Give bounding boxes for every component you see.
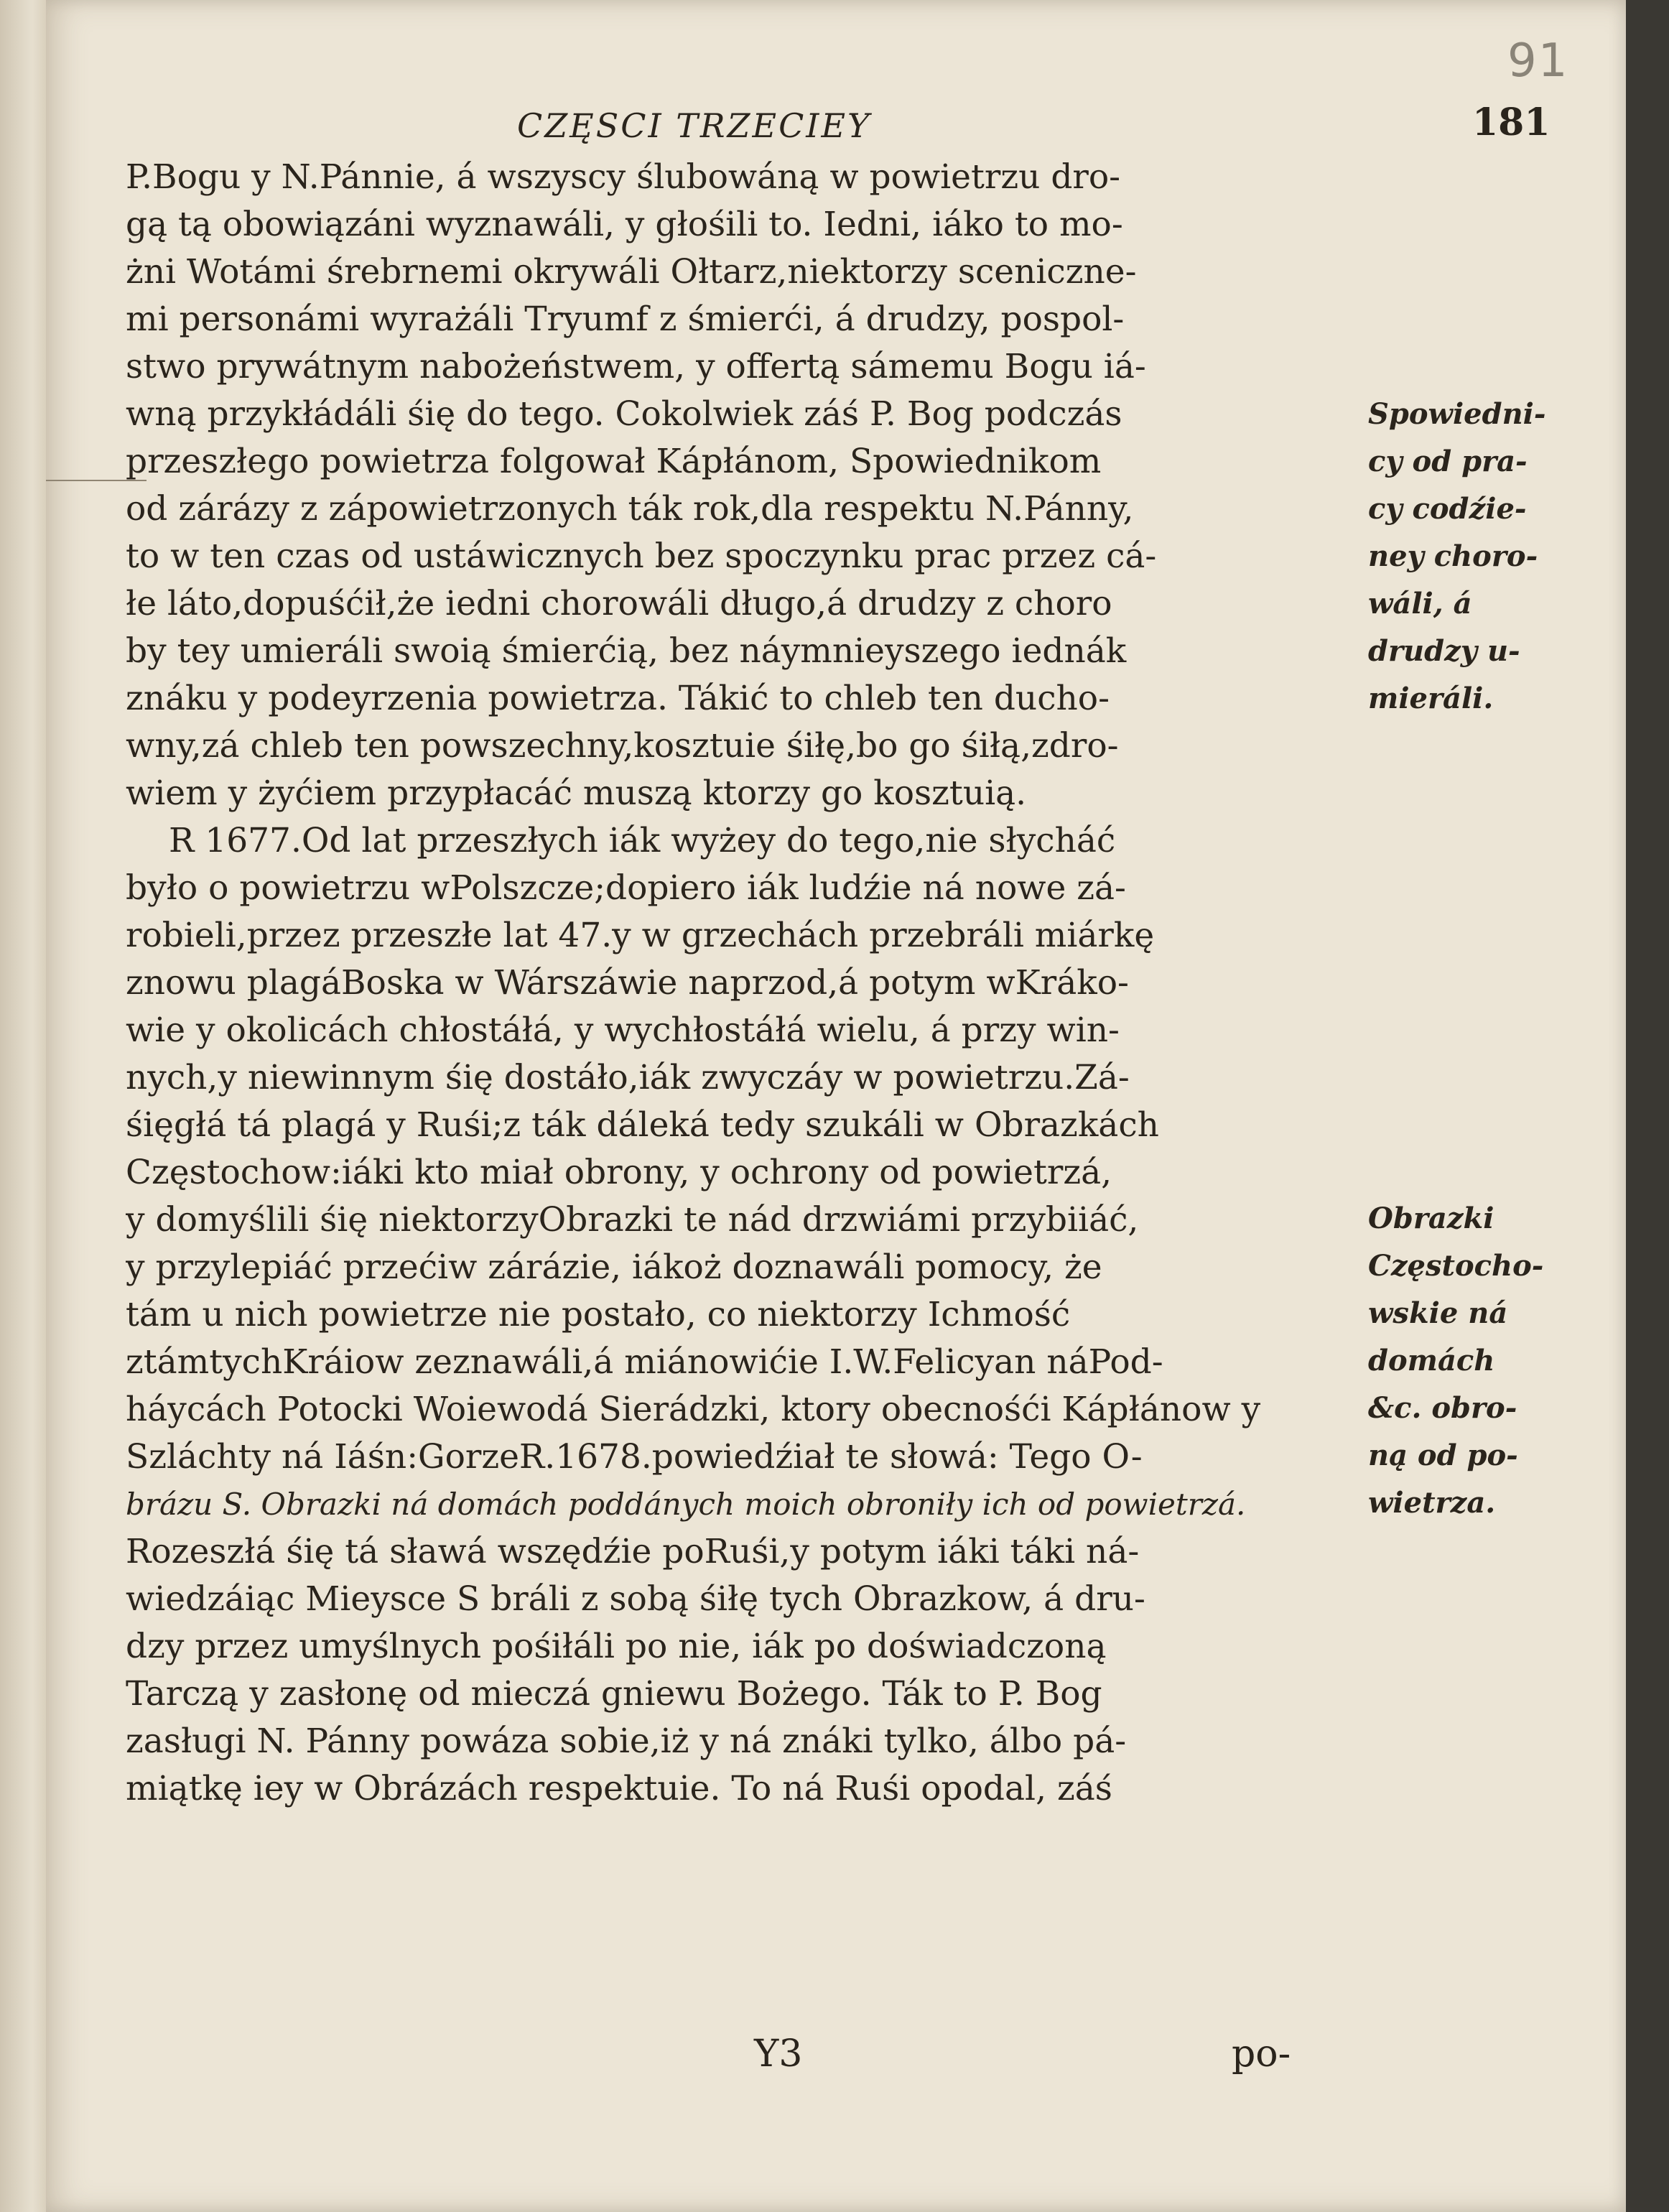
margin-note-confessors	[1368, 391, 1562, 722]
margin-note-line: drudzy u-	[1368, 634, 1520, 668]
text-line: Szláchty ná Iáśn:GorzeR.1678.powiedźiał te słowá: Tego O-	[126, 1437, 1143, 1477]
text-line: tám u nich powietrze nie postało, co niektorzy Ichmość	[126, 1295, 1071, 1334]
text-line: ztámtychKráiow zeznawáli,á miánowićie I.W.Felicyan náPod-	[126, 1342, 1163, 1382]
text-line: gą tą obowiązáni wyznawáli, y głośili to. Iedni, iáko to mo-	[126, 205, 1123, 244]
margin-note-line: wietrza.	[1368, 1486, 1496, 1520]
text-line: mi personámi wyrażáli Tryumf z śmierći, á drudzy, pospol-	[126, 299, 1125, 339]
margin-note-line: cy od pra-	[1368, 445, 1528, 478]
text-line: dzy przez umyślnych pośiłáli po nie, iák po doświadczoną	[126, 1627, 1107, 1666]
signature-mark: Y3	[754, 2032, 803, 2076]
margin-note-line: cy codźie-	[1368, 492, 1527, 526]
text-line: Tarczą y zasłonę od mieczá gniewu Bożego. Ták to P. Bog	[126, 1674, 1102, 1714]
text-line: miątkę iey w Obrázách respektuie. To ná Ruśi opodal, záś	[126, 1769, 1112, 1808]
text-line: znowu plagáBoska w Wárszáwie naprzod,á potym wKráko-	[126, 963, 1129, 1003]
text-line: brázu S. Obrazki ná domách poddánych moich obroniły ich od powietrzá.	[126, 1487, 1246, 1522]
margin-note-line: ney choro-	[1368, 539, 1538, 573]
margin-note-line: wáli, á	[1368, 587, 1472, 621]
margin-note-line: Spowiedni-	[1368, 397, 1546, 431]
text-line: R 1677.Od lat przeszłych iák wyżey do tego,nie słycháć	[169, 821, 1116, 860]
folio-number: 181	[1472, 101, 1551, 144]
book-gutter	[0, 0, 46, 2212]
margin-note-line: mieráli.	[1368, 682, 1494, 715]
text-line: nych,y niewinnym śię dostáło,iák zwyczáy w powietrzu.Zá-	[126, 1058, 1130, 1097]
text-line: Rozeszłá śię tá sławá wszędźie poRuśi,y potym iáki táki ná-	[126, 1532, 1140, 1571]
text-line: y domyślili śię niektorzyObrazki te nád drzwiámi przybiiáć,	[126, 1200, 1139, 1240]
text-line: było o powietrzu wPolszcze;dopiero iák ludźie ná nowe zá-	[126, 868, 1126, 908]
running-head: CZĘSCI TRZECIEY	[517, 106, 872, 145]
margin-note-line: &c. obro-	[1368, 1391, 1517, 1425]
text-line: wną przykłádáli śię do tego. Cokolwiek záś P. Bog podczás	[126, 394, 1122, 434]
text-line: żni Wotámi śrebrnemi okrywáli Ołtarz,niektorzy sceniczne-	[126, 252, 1137, 292]
margin-note-line: domách	[1368, 1344, 1495, 1377]
text-line: háycách Potocki Woiewodá Sierádzki, ktory obecnośći Kápłánow y	[126, 1390, 1261, 1429]
margin-note-line: wskie ná	[1368, 1296, 1508, 1330]
margin-note-line: ną od po-	[1368, 1439, 1518, 1472]
text-line: robieli,przez przeszłe lat 47.y w grzechách przebráli miárkę	[126, 916, 1155, 955]
text-line: y przylepiáć przećiw zárázie, iákoż doznawáli pomocy, że	[126, 1247, 1102, 1287]
margin-note-line: Częstocho-	[1368, 1249, 1544, 1283]
page-footer	[126, 2032, 1375, 2090]
text-line: wiedzáiąc Mieysce S bráli z sobą śiłę tych Obrazkow, á dru-	[126, 1579, 1145, 1619]
text-line: od zárázy z zápowietrzonych ták rok,dla respektu N.Pánny,	[126, 489, 1134, 529]
catchword: po-	[1232, 2032, 1291, 2076]
text-line: zasługi N. Pánny powáza sobie,iż y ná znáki tylko, álbo pá-	[126, 1721, 1127, 1761]
text-line: wiem y żyćiem przypłacáć muszą ktorzy go kosztuią.	[126, 773, 1027, 813]
main-text-block	[126, 154, 1375, 1813]
text-line: wny,zá chleb ten powszechny,kosztuie śiłę,bo go śiłą,zdro-	[126, 726, 1119, 766]
text-line: znáku y podeyrzenia powietrza. Tákić to chleb ten ducho-	[126, 679, 1110, 718]
text-line: śięgłá tá plagá y Ruśi;z ták dáleká tedy szukáli w Obrazkách	[126, 1105, 1159, 1145]
margin-note-images	[1368, 1195, 1562, 1527]
text-line: by tey umieráli swoią śmierćią, bez náymnieyszego iednák	[126, 631, 1127, 671]
text-line: wie y okolicách chłostáłá, y wychłostáłá wielu, á przy win-	[126, 1010, 1120, 1050]
text-line: łe láto,dopuśćił,że iedni chorowáli długo,á drudzy z choro	[126, 584, 1112, 623]
text-line: to w ten czas od ustáwicznych bez spoczynku prac przez cá-	[126, 536, 1157, 576]
text-line: stwo prywátnym nabożeństwem, y offertą sámemu Bogu iá-	[126, 347, 1146, 386]
text-line: Częstochow:iáki kto miał obrony, y ochrony od powietrzá,	[126, 1153, 1112, 1192]
handwritten-page-number: 91	[1507, 34, 1569, 88]
text-line: P.Bogu y N.Pánnie, á wszyscy ślubowáną w powietrzu dro-	[126, 157, 1121, 197]
margin-note-line: Obrazki	[1368, 1202, 1494, 1235]
text-line: przeszłego powietrza folgował Kápłánom, Spowiednikom	[126, 442, 1102, 481]
